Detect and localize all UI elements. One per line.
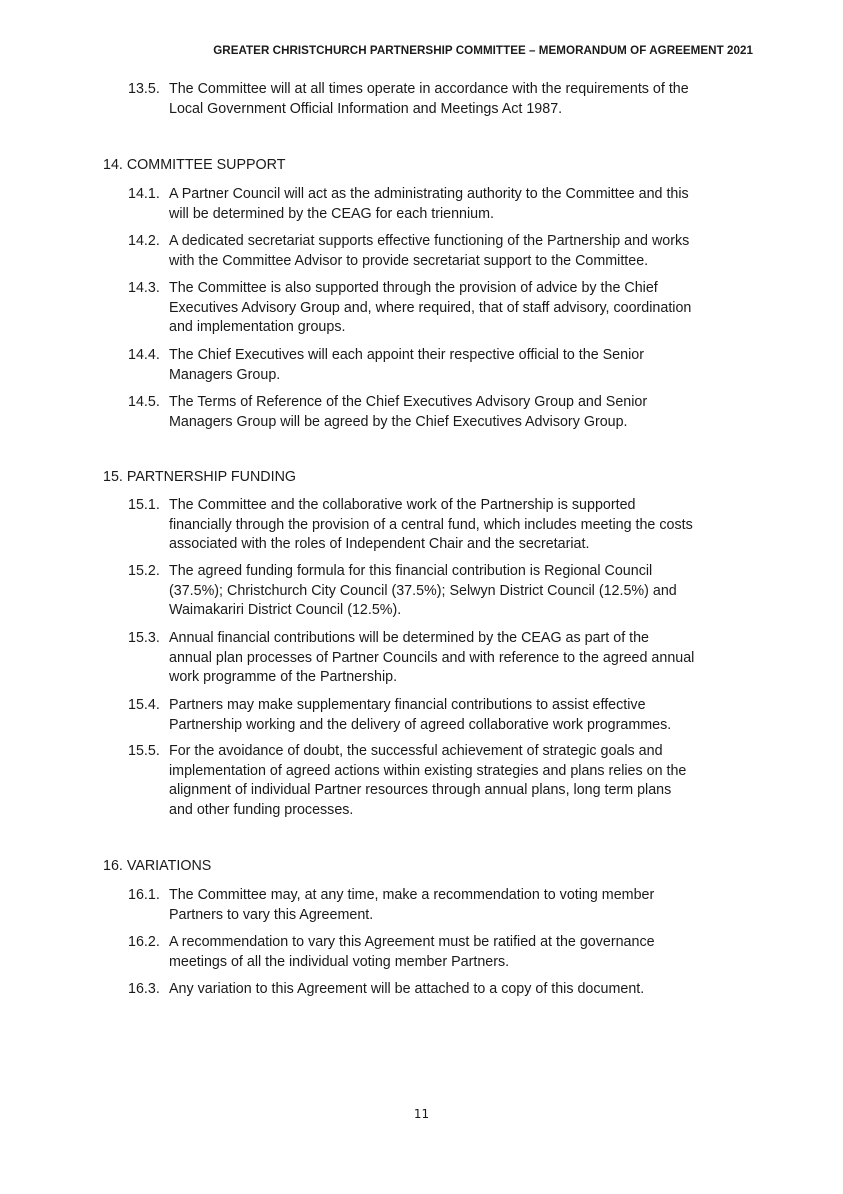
section-heading-15: 15. PARTNERSHIP FUNDING: [103, 469, 297, 485]
clause-15-1: [128, 496, 758, 555]
clause-15-2: [128, 562, 758, 621]
clause-number: 13.5.: [128, 81, 160, 97]
clause-text: A Partner Council will act as the administrating authority to the Committee and this will be determined by the CEAG for each triennium.: [169, 186, 689, 222]
clause-text: The Chief Executives will each appoint their respective official to the Senior Managers Group.: [169, 347, 644, 383]
clause-number: 16.1.: [128, 887, 160, 903]
clause-number: 14.2.: [128, 233, 160, 249]
clause-number: 14.1.: [128, 186, 160, 202]
clause-14-5: [128, 393, 758, 432]
clause-text: A recommendation to vary this Agreement must be ratified at the governance meetings of all the individual voting member Partners.: [169, 934, 655, 970]
clause-number: 15.1.: [128, 497, 160, 513]
clause-number: 16.3.: [128, 981, 160, 997]
clause-text: The Terms of Reference of the Chief Executives Advisory Group and Senior Managers Group will be agreed by the Chief Executives Advisory Group.: [169, 394, 648, 430]
clause-number: 15.5.: [128, 743, 160, 759]
clause-14-1: [128, 185, 758, 224]
clause-text: The Committee is also supported through the provision of advice by the Chief Executives Advisory Group and, where required, that of staff advisory, coordination and implementation groups.: [169, 280, 692, 335]
clause-number: 15.2.: [128, 563, 160, 579]
clause-text: Annual financial contributions will be determined by the CEAG as part of the annual plan processes of Partner Councils and with reference to the agreed annual work programme of the Partnership.: [169, 630, 695, 685]
document-header: GREATER CHRISTCHURCH PARTNERSHIP COMMITTEE – MEMORANDUM OF AGREEMENT 2021: [213, 44, 753, 57]
section-heading-14: 14. COMMITTEE SUPPORT: [103, 157, 286, 173]
clause-text: The Committee may, at any time, make a recommendation to voting member Partners to vary this Agreement.: [169, 887, 655, 923]
clause-15-3: [128, 629, 758, 688]
clause-number: 15.3.: [128, 630, 160, 646]
clause-text: Any variation to this Agreement will be attached to a copy of this document.: [169, 981, 645, 997]
clause-text: The Committee and the collaborative work of the Partnership is supported financially through the provision of a central fund, which includes meeting the costs associated with the roles of Independent Chair and the secretariat.: [169, 497, 693, 552]
clause-text: Partners may make supplementary financial contributions to assist effective Partnership working and the delivery of agreed collaborative work programmes.: [169, 697, 672, 733]
clause-14-3: [128, 279, 758, 338]
clause-text: The Committee will at all times operate in accordance with the requirements of the Local Government Official Information and Meetings Act 1987.: [169, 81, 689, 117]
clause-15-4: [128, 696, 758, 735]
section-heading-16: 16. VARIATIONS: [103, 858, 212, 874]
clause-number: 14.3.: [128, 280, 160, 296]
clause-number: 15.4.: [128, 697, 160, 713]
clause-text: A dedicated secretariat supports effective functioning of the Partnership and works with the Committee Advisor to provide secretariat support to the Committee.: [169, 233, 690, 269]
clause-number: 14.4.: [128, 347, 160, 363]
clause-13-5: [128, 80, 758, 119]
clause-14-4: [128, 346, 758, 385]
clause-16-1: [128, 886, 758, 925]
clause-14-2: [128, 232, 758, 271]
clause-text: For the avoidance of doubt, the successful achievement of strategic goals and implementation of agreed actions within existing strategies and plans relies on the alignment of individual Partner resources through annual plans, long term plans and other funding processes.: [169, 743, 687, 818]
clause-16-2: [128, 933, 758, 972]
clause-15-5: [128, 742, 758, 820]
clause-text: The agreed funding formula for this financial contribution is Regional Council (37.5%); Christchurch City Council (37.5%); Selwyn District Council (12.5%) and Waimakariri District Council (12.5%).: [169, 563, 677, 618]
page-number: 11: [413, 1107, 430, 1121]
clause-number: 16.2.: [128, 934, 160, 950]
clause-16-3: [128, 980, 758, 1000]
clause-number: 14.5.: [128, 394, 160, 410]
